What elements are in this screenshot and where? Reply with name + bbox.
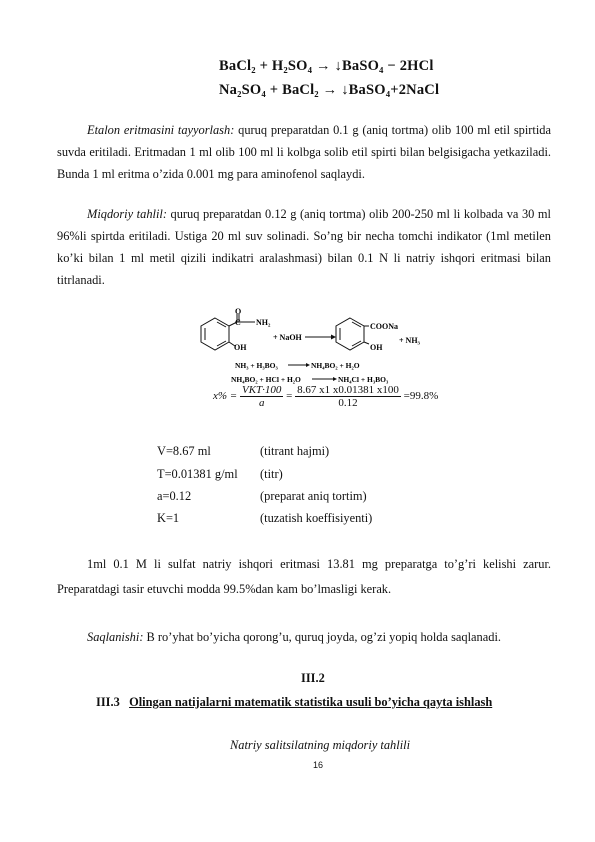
reaction-arrowhead-1 [331, 335, 336, 340]
storage-paragraph [57, 626, 517, 648]
etalon-label: Etalon eritmasini tayyorlash: [87, 123, 235, 137]
variable-row [157, 444, 329, 459]
hydroxyl-label-right: OH [370, 343, 383, 352]
etalon-paragraph [57, 119, 551, 185]
variable-description: (tuzatish koeffisiyenti) [260, 511, 373, 525]
variable-symbol: T=0.01381 g/ml [157, 467, 238, 481]
formula-fraction-2 [295, 384, 401, 409]
miqdoriy-label: Miqdoriy tahlil: [87, 207, 167, 221]
variable-description: (preparat aniq tortim) [260, 489, 367, 503]
storage-text: B ro’yhat bo’yicha qorong’u, quruq joyda, og’zi yopiq holda saqlanadi. [143, 630, 501, 644]
amide-label: NH₂ [256, 318, 271, 327]
miqdoriy-paragraph [57, 203, 551, 291]
variable-symbol: K=1 [157, 511, 180, 525]
subsection-title: Olingan natijalarni matematik statistika usuli bo’yicha qayta ishlash [129, 695, 493, 709]
reaction-3-left: NH₄BO₂ + HCl + H₂O [231, 375, 301, 384]
formula-den-2: 0.12 [338, 397, 358, 409]
reaction-3-right: NH₄Cl + H₃BO₃ [338, 375, 389, 384]
ammonia-label: + NH₃ [399, 336, 420, 345]
formula-equals: = [286, 390, 293, 403]
subsection-number: III.3 [96, 695, 120, 709]
reaction-2-right: NH₄BO₂ + H₂O [311, 361, 360, 370]
carboxylate-label: COONa [370, 322, 398, 331]
conclusion-paragraph: 1ml 0.1 M li sulfat natriy ishqori eritmasi 13.81 mg preparatga to’g’ri kelishi zarur. Preparatdagi tasir etuvchi modda 99.5%dan kam bo’lmasligi kerak. [57, 557, 551, 596]
variable-description: (titrant hajmi) [260, 444, 330, 458]
benzene-ring-left [201, 314, 255, 350]
variable-symbol: V=8.67 ml [157, 444, 211, 458]
variable-row [157, 511, 372, 526]
naoh-label: + NaOH [273, 333, 302, 342]
formula-den-1: a [258, 397, 265, 409]
formula-num-1: VKT·100 [241, 384, 282, 396]
etalon-text: quruq preparatdan 0.1 g (aniq tortma) olib 100 ml etil spirtida suvda eritiladi. Eritmadan 1 ml olib 100 ml li kolbga solib etil spirti bilan belgisigacha yetkaziladi. Bunda 1 ml eritma o’zida 0.001 mg para aminofenol saqlaydi. [57, 123, 551, 181]
oxygen-label: O [235, 307, 242, 316]
page-number: 16 [313, 760, 324, 770]
variable-symbol: a=0.12 [157, 489, 192, 503]
formula-fraction-1 [240, 384, 283, 409]
reaction-arrowhead-3 [333, 377, 337, 381]
equation-1: BaCl₂ + H₂SO₄ → ↓BaSO₄ − 2HCl [219, 58, 434, 74]
calculation-formula [213, 384, 438, 409]
formula-lhs: x% = [213, 390, 238, 403]
reaction-scheme [195, 306, 420, 388]
reaction-arrowhead-2 [306, 363, 310, 367]
subsection-heading [96, 695, 492, 710]
analysis-subtitle: Natriy salitsilatning miqdoriy tahlili [230, 738, 411, 752]
variable-row [157, 467, 283, 482]
carbon-label: C [235, 318, 241, 327]
variable-description: (titr) [260, 467, 283, 481]
miqdoriy-text: quruq preparatdan 0.12 g (aniq tortma) olib 200-250 ml li kolbada va 30 ml 96%li spirtda eritiladi. Ustiga 20 ml suv solinadi. So’ng bir necha tomchi indikator (1ml metilen ko’ki bilan 1 ml metil qizili indikatri aralashmasi) bilan 0.1 N li natriy ishqori eritmasi bilan titrlanadi. [57, 207, 551, 287]
benzene-ring-right [336, 318, 369, 350]
hydroxyl-label-left: OH [234, 343, 247, 352]
formula-result: =99.8% [403, 390, 439, 403]
storage-label: Saqlanishi: [87, 630, 144, 644]
section-number: III.2 [301, 671, 325, 685]
equation-2: Na₂SO₄ + BaCl₂ → ↓BaSO₄+2NaCl [219, 82, 440, 98]
formula-num-2: 8.67 x1 x0.01381 x100 [297, 384, 399, 396]
variable-row [157, 489, 367, 504]
reaction-2-left: NH₃ + H₃BO₃ [235, 361, 278, 370]
